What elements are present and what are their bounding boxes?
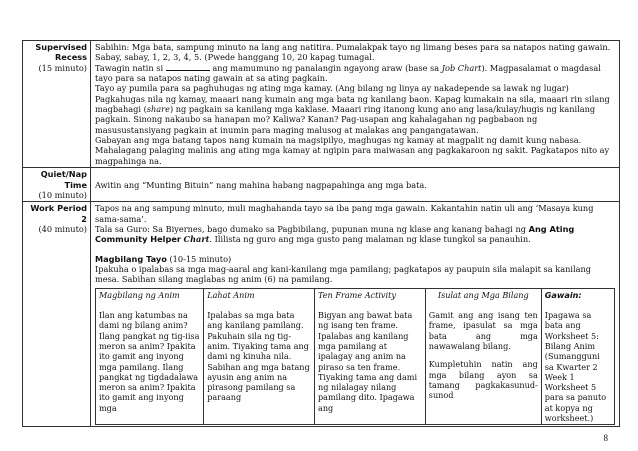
label-time: Time [64, 179, 87, 190]
duration-quiet: (10 minuto) [38, 189, 87, 200]
work-p1: Tapos na ang sampung minuto, muli maghahanda tayo sa iba pang mga gawain. Kakantahin natin uli ang ‘Masaya kung sama-sama’. [95, 203, 594, 224]
label-work: Work Period 2 [30, 203, 87, 224]
supervised-p3: Tayo ay pumila para sa paghuhugas ng ating mga kamay. (Ang bilang ng linya ay nakadepende sa lawak ng lugar) Pagkahugas nila ng kamay, maaari nang kumain ang mga bata ng kanilang baon. Kapag kumakain na sila, maaari rin silang magbahagi (share) ng pagkain sa kanilang mga kaklase. Maaari ring itanong kung ano ang lasa/kulay/hugis ng kanilang pagkain. Sinong nakaubo sa hanapan mo? Kaliwa? Kanan? Pag-usapan ang kahalagahan ng pagbabaon ng masusustansiyang pagkain at inumin para maging malusog at malakas ang pangangatawan. [95, 83, 610, 135]
row-supervised-recess [23, 41, 620, 168]
activity-cell [541, 288, 614, 425]
label-quiet-nap [23, 168, 91, 202]
lesson-table [22, 40, 620, 427]
activity-title: Lahat Anim [207, 289, 255, 300]
magbilang-heading: Magbilang Tayo (10-15 minuto) [95, 253, 232, 264]
activity-cell [315, 288, 426, 425]
label-recess: Recess [54, 52, 87, 63]
activity-body: Bigyan ang bawat bata ng isang ten frame. Ipalabas ang kanilang mga pamilang at ipalagay ang anim na piraso sa ten frame. Tiyaking tama ang dami ng nilalagay nilang pamilang dito. Ipagawa ang [318, 310, 418, 413]
supervised-p2: Tawagin natin si ang mamumuno ng panalangin ngayong araw (base sa Job Chart). Magpasalamat o magdasal tayo para sa natapos nating gawain at sa ating pagkain. [95, 62, 601, 84]
label-quiet: Quiet/Nap [40, 169, 87, 180]
duration-work: (40 minuto) [38, 224, 87, 235]
activity-body: Kumpletuhin natin ang mga bilang ayon sa tamang pagkakasunud-sunod [428, 359, 538, 401]
quiet-text: Awitin ang “Munting Bituin” nang mahina habang nagpapahinga ang mga bata. [95, 179, 427, 190]
work-p3: Ipakuha o ipalabas sa mga mag-aaral ang kani-kanilang mga pamilang; pagkatapos ay paupuin sila malapit sa kanilang mesa. Sabihan silang maglabas ng anim (6) na pamilang. [95, 264, 591, 285]
activity-cell [96, 288, 204, 425]
label-supervised-recess [23, 41, 91, 168]
label-supervised: Supervised [35, 42, 87, 52]
content-work-period-2 [91, 202, 620, 427]
supervised-p4: Gabayan ang mga batang tapos nang kumain na magsipilyo, maghugas ng kamay at magpalit ng damit kung nabasa. Mahalagang palaging malinis ang ating mga kamay at ngipin para maiwasan ang pagkakaroon ng sakit. Pagkatapos nito ay magpahinga na. [95, 135, 610, 166]
activity-title: Ten Frame Activity [318, 289, 396, 300]
activity-body: Ipalabas sa mga bata ang kanilang pamilang. Pakuhain sila ng tig-anim. Tiyaking tama ang dami ng kinuha nila. Sabihan ang mga batang ayusin ang anim na pirasong pamilang sa paraang [207, 310, 310, 403]
activity-row [96, 288, 615, 425]
activity-body: Gamit ang ang isang ten frame, ipasulat sa mga bata ang mga nawawalang bilang. [428, 310, 538, 351]
activity-title: Magbilang ng Anim [99, 289, 180, 300]
row-work-period-2 [23, 202, 620, 427]
activity-body: Ipagawa sa bata ang Worksheet 5: Bilang Anim (Sumangguni sa Kwarter 2 Week 1 Worksheet 5 para sa panuto at kopya ng worksheet.) [544, 310, 607, 424]
label-work-period-2 [23, 202, 91, 427]
name-blank [166, 63, 210, 71]
activity-cell [204, 288, 315, 425]
content-supervised-recess [91, 41, 620, 168]
content-quiet-nap [91, 168, 620, 202]
duration-supervised: (15 minuto) [38, 62, 87, 73]
activity-body: Ilan ang katumbas na dami ng bilang anim? Ilang pangkat ng tig-iisa meron sa anim? Ipakita ito gamit ang inyong mga pamilang. Ilang pangkat ng tigdadalawa meron sa anim? Ipakita ito gamit ang inyong mga [99, 310, 200, 413]
activity-table [95, 288, 615, 426]
lesson-table-wrapper [22, 40, 620, 427]
row-quiet-nap [23, 168, 620, 202]
activity-cell [425, 288, 541, 425]
activity-title: Gawain: [544, 289, 582, 300]
supervised-p1: Sabihin: Mga bata, sampung minuto na lang ang natitira. Pumalakpak tayo ng limang beses para sa natapos nating gawain. Sabay, sabay, 1, 2, 3, 4, 5. (Pwede hanggang 10, 20 kapag tumagal. [95, 42, 611, 63]
work-p2: Tala sa Guro: Sa Biyernes, bago dumako sa Pagbibilang, pupunan muna ng klase ang kanang bahagi ng Ang Ating Community Helper Chart. Ililista ng guro ang mga gusto pang malaman ng klase tungkol sa panauhin. [95, 224, 575, 245]
page-number: 8 [603, 433, 608, 443]
activity-title: Isulat ang Mga Bilang [437, 289, 529, 300]
